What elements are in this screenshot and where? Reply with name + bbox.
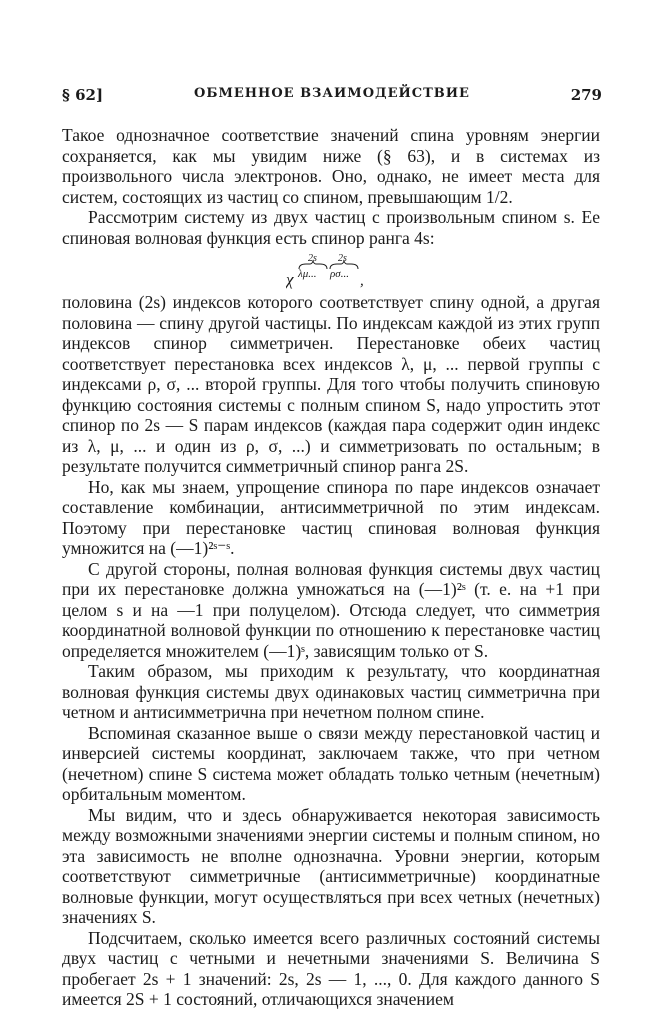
page-body (62, 125, 600, 1010)
running-header (62, 86, 602, 108)
paragraph: половина (2s) индексов которого соответствует спину одной, а другая половина — спину другой частицы. По индексам каждой из этих групп индексов спинор симметричен. Перестановке обеих частиц соответствует перестановка всех индексов λ, μ, ... первой группы с индексами ρ, σ, ... второй группы. Для того чтобы получить спиновую функцию состояния системы с полным спином S, надо упростить этот спинор по 2s — S парам индексов (каждая пара содержит один индекс из λ, μ, ... и один из ρ, σ, ...) и симметризовать по остальным; в результате получится симметричный спинор ранга 2S. (62, 292, 600, 476)
formula-comma: , (360, 273, 364, 289)
paragraph: Рассмотрим систему из двух частиц с произвольным спином s. Ее спиновая волновая функция есть спинор ранга 4s: (62, 207, 600, 248)
paragraph: С другой стороны, полная волновая функция системы двух частиц при их перестановке должна умножаться на (—1)²ˢ (т. е. на +1 при целом s и на —1 при полуцелом). Отсюда следует, что симметрия координатной волновой функции по отношению к перестановке частиц определяется множителем (—1)ˢ, зависящим только от S. (62, 558, 600, 661)
spinor-symbol: χ (286, 270, 294, 289)
spinor-formula (62, 252, 600, 292)
paragraph: Вспоминая сказанное выше о связи между перестановкой частиц и инверсией системы координат, заключаем также, что при четном (нечетном) спине S система может обладать только четным (нечетным) орбитальным моментом. (62, 722, 600, 804)
paragraph: Такое однозначное соответствие значений спина уровням энергии сохраняется, как мы увидим ниже (§ 63), и в системах из произвольного числа электронов. Оно, однако, не имеет места для систем, состоящих из частиц со спином, превышающим 1/2. (62, 125, 600, 207)
running-title: ОБМЕННОЕ ВЗАИМОДЕЙСТВИЕ (194, 86, 470, 101)
section-marker: § 62] (62, 86, 104, 104)
paragraph: Но, как мы знаем, упрощение спинора по паре индексов означает составление комбинации, антисимметричной по этим индексам. Поэтому при перестановке частиц спиновая волновая функция умножится на (—1)²ˢ⁻ˢ. (62, 476, 600, 558)
paragraph: Мы видим, что и здесь обнаруживается некоторая зависимость между возможными значениями энергии системы и полным спином, но эта зависимость не вполне однозначна. Уровни энергии, которым соответствуют симметричные (антисимметричные) координатные волновые функции, могут осуществляться при всех четных (нечетных) значениях S. (62, 804, 600, 927)
group2-indices: ρσ... (330, 268, 349, 280)
paragraph: Подсчитаем, сколько имеется всего различных состояний системы двух частиц с четными и нечетными значениями S. Величина S пробегает 2s + 1 значений: 2s, 2s — 1, ..., 0. Для каждого данного S имеется 2S + 1 состояний, отличающихся значением (62, 927, 600, 1009)
group2-count: 2s (338, 253, 347, 264)
spinor-formula-graphic (286, 252, 376, 292)
page-number: 279 (570, 86, 602, 104)
paragraph: Таким образом, мы приходим к результату, что координатная волновая функция системы двух одинаковых частиц симметрична при четном и антисимметрична при нечетном полном спине. (62, 661, 600, 722)
group1-indices: λμ... (298, 268, 317, 280)
group1-count: 2s (308, 253, 317, 264)
